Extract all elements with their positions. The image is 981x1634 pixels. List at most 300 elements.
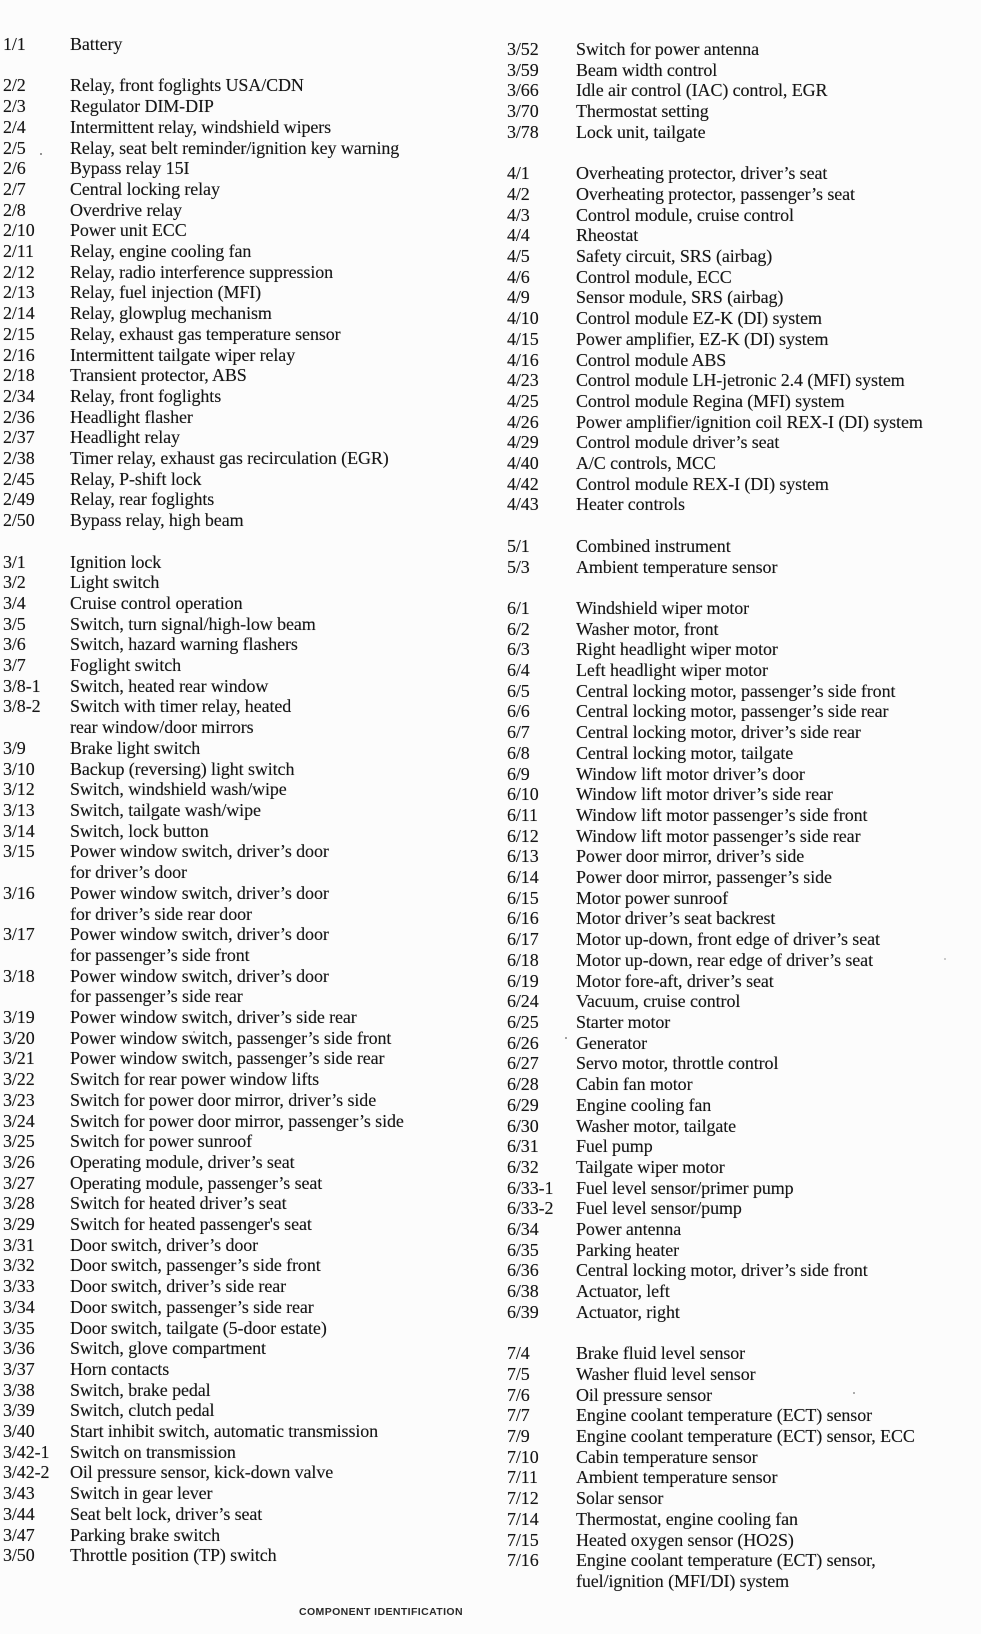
component-description — [576, 1405, 979, 1426]
component-code: 6/26 — [507, 1032, 539, 1053]
list-item — [3, 448, 503, 469]
component-code: 6/32 — [507, 1156, 539, 1177]
component-code: 3/32 — [3, 1255, 35, 1276]
component-code: 3/5 — [3, 613, 26, 634]
component-description — [576, 1385, 979, 1406]
list-item — [507, 1074, 979, 1095]
description-line: for passenger’s side rear — [70, 986, 243, 1007]
component-description — [576, 494, 979, 515]
component-description — [70, 1318, 503, 1339]
description-line: Central locking motor, passenger’s side rear — [576, 701, 889, 722]
description-line: Ignition lock — [70, 551, 162, 572]
list-item — [3, 841, 503, 882]
component-description — [70, 924, 503, 965]
component-description — [70, 1214, 503, 1235]
description-line: Switch, tailgate wash/wipe — [70, 799, 261, 820]
list-item — [3, 1442, 503, 1463]
component-group — [507, 39, 979, 143]
component-code: 6/16 — [507, 908, 539, 929]
component-code: 6/36 — [507, 1260, 539, 1281]
component-code: 6/38 — [507, 1281, 539, 1302]
description-line: Relay, exhaust gas temperature sensor — [70, 323, 341, 344]
list-item — [507, 950, 979, 971]
description-line: Washer fluid level sensor — [576, 1363, 756, 1384]
component-code: 7/6 — [507, 1384, 530, 1405]
component-code: 2/2 — [3, 75, 26, 96]
list-item — [507, 722, 979, 743]
description-line: for driver’s side rear door — [70, 903, 252, 924]
description-line: Light switch — [70, 572, 160, 593]
list-item — [507, 1116, 979, 1137]
component-description — [70, 676, 503, 697]
description-line: Control module Regina (MFI) system — [576, 390, 845, 411]
component-code: 7/10 — [507, 1446, 539, 1467]
component-description — [576, 826, 979, 847]
component-description — [576, 308, 979, 329]
list-item — [507, 888, 979, 909]
component-description — [70, 1028, 503, 1049]
component-code: 3/40 — [3, 1421, 35, 1442]
list-item — [507, 1053, 979, 1074]
description-line: Operating module, driver’s seat — [70, 1151, 295, 1172]
list-item — [507, 80, 979, 101]
component-code: 4/3 — [507, 204, 530, 225]
list-item — [3, 241, 503, 262]
list-item — [507, 1281, 979, 1302]
description-line: Power door mirror, passenger’s side — [576, 867, 832, 888]
component-description — [576, 1116, 979, 1137]
description-line: Relay, radio interference suppression — [70, 261, 334, 282]
list-item — [507, 412, 979, 433]
list-item — [507, 1240, 979, 1261]
component-code: 2/3 — [3, 96, 26, 117]
list-item — [507, 246, 979, 267]
description-line: Brake fluid level sensor — [576, 1343, 746, 1364]
component-code: 3/12 — [3, 779, 35, 800]
description-line: Lock unit, tailgate — [576, 121, 706, 142]
description-line: Motor up-down, rear edge of driver’s seat — [576, 949, 873, 970]
component-description — [70, 262, 503, 283]
list-item — [3, 96, 503, 117]
component-code: 3/38 — [3, 1379, 35, 1400]
description-line: Horn contacts — [70, 1358, 170, 1379]
component-description — [70, 1338, 503, 1359]
component-description — [70, 1131, 503, 1152]
list-item — [507, 639, 979, 660]
component-description — [70, 1442, 503, 1463]
description-line: Foglight switch — [70, 655, 182, 676]
list-item — [3, 696, 503, 737]
component-code: 6/10 — [507, 784, 539, 805]
description-line: Control module, ECC — [576, 266, 732, 287]
component-description — [70, 966, 503, 1007]
component-code: 6/11 — [507, 804, 538, 825]
component-description — [70, 1483, 503, 1504]
list-item — [3, 1193, 503, 1214]
list-item — [507, 370, 979, 391]
description-line: Central locking motor, driver’s side front — [576, 1260, 868, 1281]
description-line: Engine cooling fan — [576, 1094, 712, 1115]
component-description — [70, 779, 503, 800]
component-description — [576, 1198, 979, 1219]
component-description — [70, 1069, 503, 1090]
description-line: Brake light switch — [70, 737, 201, 758]
description-line: Control module driver’s seat — [576, 432, 780, 453]
description-line: Fuel level sensor/pump — [576, 1198, 742, 1219]
description-line: Motor fore-aft, driver’s seat — [576, 970, 774, 991]
component-code: 2/10 — [3, 220, 35, 241]
component-code: 7/11 — [507, 1467, 538, 1488]
list-item — [3, 1131, 503, 1152]
component-description — [70, 407, 503, 428]
description-line: Relay, P-shift lock — [70, 468, 202, 489]
list-item — [507, 908, 979, 929]
component-code: 3/9 — [3, 737, 26, 758]
component-description — [70, 655, 503, 676]
component-description — [576, 1178, 979, 1199]
component-description — [70, 282, 503, 303]
description-line: Battery — [70, 34, 123, 54]
component-code: 6/27 — [507, 1053, 539, 1074]
list-item — [507, 122, 979, 143]
component-description — [576, 1053, 979, 1074]
description-line: Power amplifier/ignition coil REX-I (DI) system — [576, 411, 923, 432]
component-description — [576, 867, 979, 888]
component-description — [70, 552, 503, 573]
list-item — [507, 1426, 979, 1447]
footer-label: COMPONENT IDENTIFICATION — [299, 1606, 463, 1618]
component-description — [576, 1550, 979, 1591]
description-line: Switch in gear lever — [70, 1483, 213, 1504]
list-item — [3, 1318, 503, 1339]
component-code: 7/14 — [507, 1508, 539, 1529]
description-line: Right headlight wiper motor — [576, 639, 778, 660]
scan-specks — [0, 0, 2, 2]
component-description — [70, 1297, 503, 1318]
list-item — [3, 614, 503, 635]
component-code: 4/15 — [507, 328, 539, 349]
component-code: 4/43 — [507, 494, 539, 515]
list-item — [507, 1467, 979, 1488]
list-item — [3, 1276, 503, 1297]
description-line: Parking heater — [576, 1239, 680, 1260]
list-item — [3, 386, 503, 407]
description-line: A/C controls, MCC — [576, 453, 716, 474]
description-line: Heated oxygen sensor (HO2S) — [576, 1529, 794, 1550]
description-line: Bypass relay, high beam — [70, 510, 244, 531]
list-item — [3, 324, 503, 345]
list-item — [3, 1255, 503, 1276]
description-line: Control module EZ-K (DI) system — [576, 308, 822, 329]
list-item — [3, 1235, 503, 1256]
description-line: Central locking relay — [70, 178, 220, 199]
description-line: Heater controls — [576, 494, 685, 515]
component-code: 2/38 — [3, 448, 35, 469]
component-code: 4/4 — [507, 225, 530, 246]
component-code: 3/43 — [3, 1483, 35, 1504]
component-code: 3/34 — [3, 1296, 35, 1317]
component-code: 2/36 — [3, 406, 35, 427]
component-code: 6/34 — [507, 1219, 539, 1240]
component-code: 2/50 — [3, 510, 35, 531]
component-code: 6/7 — [507, 722, 530, 743]
component-description — [576, 1488, 979, 1509]
component-description — [576, 1260, 979, 1281]
list-item — [507, 1260, 979, 1281]
list-item — [507, 660, 979, 681]
component-description — [576, 246, 979, 267]
description-line: Cruise control operation — [70, 592, 243, 613]
list-item — [507, 1219, 979, 1240]
component-code: 4/42 — [507, 473, 539, 494]
list-item — [3, 821, 503, 842]
component-description — [70, 1235, 503, 1256]
list-item — [507, 557, 979, 578]
component-code: 3/37 — [3, 1358, 35, 1379]
component-code: 5/1 — [507, 535, 530, 556]
component-code: 6/12 — [507, 825, 539, 846]
component-code: 3/25 — [3, 1131, 35, 1152]
description-line: Relay, rear foglights — [70, 489, 215, 510]
description-line: Vacuum, cruise control — [576, 991, 741, 1012]
description-line: Power window switch, driver’s side rear — [70, 1007, 357, 1028]
component-code: 2/18 — [3, 365, 35, 386]
component-code: 3/4 — [3, 592, 26, 613]
component-code: 6/29 — [507, 1094, 539, 1115]
component-code: 6/17 — [507, 929, 539, 950]
component-description — [70, 324, 503, 345]
list-item — [3, 1545, 503, 1566]
description-line: Power unit ECC — [70, 220, 187, 241]
component-description — [70, 220, 503, 241]
component-description — [576, 205, 979, 226]
list-item — [3, 138, 503, 159]
component-description — [576, 888, 979, 909]
list-item — [3, 1380, 503, 1401]
component-code: 7/7 — [507, 1405, 530, 1426]
description-line: Control module, cruise control — [576, 204, 794, 225]
list-item — [507, 453, 979, 474]
component-description — [576, 846, 979, 867]
component-description — [70, 1255, 503, 1276]
component-group — [507, 598, 979, 1323]
list-item — [507, 991, 979, 1012]
description-line: Left headlight wiper motor — [576, 660, 768, 681]
list-item — [3, 552, 503, 573]
description-line: Regulator DIM-DIP — [70, 96, 214, 117]
list-item — [3, 1462, 503, 1483]
component-description — [576, 557, 979, 578]
description-line: Switch for heated driver’s seat — [70, 1193, 287, 1214]
component-code: 7/12 — [507, 1488, 539, 1509]
description-line: Switch, glove compartment — [70, 1338, 266, 1359]
list-item — [507, 1447, 979, 1468]
component-description — [70, 800, 503, 821]
component-description — [576, 660, 979, 681]
component-description — [70, 1380, 503, 1401]
list-item — [507, 60, 979, 81]
component-description — [576, 453, 979, 474]
description-line: Switch, clutch pedal — [70, 1400, 215, 1421]
description-line: Oil pressure sensor — [576, 1384, 713, 1405]
component-code: 2/15 — [3, 323, 35, 344]
component-description — [70, 1400, 503, 1421]
list-item — [3, 759, 503, 780]
component-code: 2/4 — [3, 116, 26, 137]
description-line: Parking brake switch — [70, 1524, 220, 1545]
component-code: 2/16 — [3, 344, 35, 365]
component-code: 3/16 — [3, 882, 35, 903]
list-item — [507, 1136, 979, 1157]
component-description — [70, 241, 503, 262]
description-line: Switch, turn signal/high-low beam — [70, 613, 316, 634]
component-group — [3, 552, 503, 1566]
component-code: 3/66 — [507, 80, 539, 101]
component-description — [70, 1173, 503, 1194]
description-line: Switch, hazard warning flashers — [70, 634, 298, 655]
component-description — [70, 75, 503, 96]
description-line: Window lift motor passenger’s side rear — [576, 825, 861, 846]
description-line: Relay, front foglights USA/CDN — [70, 75, 304, 96]
list-item — [3, 1048, 503, 1069]
description-line: Ambient temperature sensor — [576, 1467, 778, 1488]
component-code: 6/5 — [507, 680, 530, 701]
description-line: Switch, windshield wash/wipe — [70, 779, 287, 800]
description-line: Cabin temperature sensor — [576, 1446, 758, 1467]
component-description — [576, 287, 979, 308]
list-item — [507, 1550, 979, 1591]
component-code: 3/13 — [3, 799, 35, 820]
component-code: 3/10 — [3, 758, 35, 779]
component-description — [576, 701, 979, 722]
component-code: 4/6 — [507, 266, 530, 287]
description-line: Solar sensor — [576, 1488, 664, 1509]
component-code: 3/42-2 — [3, 1462, 50, 1483]
component-description — [70, 883, 503, 924]
component-description — [576, 619, 979, 640]
list-item — [507, 1157, 979, 1178]
component-code: 4/29 — [507, 432, 539, 453]
component-description — [576, 1343, 979, 1364]
component-description — [70, 1504, 503, 1525]
left-column — [3, 34, 503, 1566]
component-description — [576, 60, 979, 81]
description-line: Switch, brake pedal — [70, 1379, 211, 1400]
description-line: Control module REX-I (DI) system — [576, 473, 829, 494]
component-code: 3/23 — [3, 1089, 35, 1110]
list-item — [3, 676, 503, 697]
description-line: Fuel level sensor/primer pump — [576, 1177, 794, 1198]
component-code: 3/47 — [3, 1524, 35, 1545]
description-line: Relay, seat belt reminder/ignition key warning — [70, 137, 400, 158]
component-code: 7/16 — [507, 1550, 539, 1571]
component-description — [576, 1157, 979, 1178]
component-code: 2/37 — [3, 427, 35, 448]
description-line: Switch for power door mirror, driver’s side — [70, 1089, 377, 1110]
list-item — [3, 510, 503, 531]
list-item — [3, 407, 503, 428]
list-item — [3, 365, 503, 386]
component-description — [576, 432, 979, 453]
description-line: Headlight flasher — [70, 406, 193, 427]
component-code: 4/9 — [507, 287, 530, 308]
list-item — [507, 929, 979, 950]
component-description — [70, 117, 503, 138]
component-code: 4/40 — [507, 453, 539, 474]
component-description — [576, 722, 979, 743]
component-code: 4/2 — [507, 183, 530, 204]
component-code: 3/1 — [3, 551, 26, 572]
component-code: 7/4 — [507, 1343, 530, 1364]
description-line: Seat belt lock, driver’s seat — [70, 1503, 263, 1524]
component-description — [576, 184, 979, 205]
list-item — [3, 1504, 503, 1525]
list-item — [3, 883, 503, 924]
component-code: 3/33 — [3, 1276, 35, 1297]
component-code: 6/28 — [507, 1074, 539, 1095]
list-item — [507, 619, 979, 640]
list-item — [3, 1214, 503, 1235]
description-line: Operating module, passenger’s seat — [70, 1172, 323, 1193]
component-code: 6/6 — [507, 701, 530, 722]
list-item — [507, 205, 979, 226]
list-item — [507, 743, 979, 764]
component-description — [70, 1421, 503, 1442]
component-description — [576, 950, 979, 971]
list-item — [507, 1488, 979, 1509]
description-line: Intermittent tailgate wiper relay — [70, 344, 296, 365]
list-item — [507, 1509, 979, 1530]
component-description — [70, 489, 503, 510]
list-item — [3, 117, 503, 138]
component-description — [70, 34, 503, 55]
description-line: Power window switch, driver’s door — [70, 965, 329, 986]
list-item — [507, 1302, 979, 1323]
list-item — [3, 34, 503, 55]
description-line: Engine coolant temperature (ECT) sensor, ECC — [576, 1426, 915, 1447]
component-description — [576, 267, 979, 288]
list-item — [507, 308, 979, 329]
component-code: 2/6 — [3, 158, 26, 179]
description-line: Timer relay, exhaust gas recirculation (EGR) — [70, 448, 389, 469]
component-description — [576, 1033, 979, 1054]
component-description — [576, 1281, 979, 1302]
component-group — [507, 1343, 979, 1591]
component-description — [576, 1074, 979, 1095]
component-code: 3/14 — [3, 820, 35, 841]
list-item — [3, 1400, 503, 1421]
description-line: fuel/ignition (MFI/DI) system — [576, 1570, 790, 1591]
component-code: 6/33-1 — [507, 1177, 554, 1198]
description-line: Switch, heated rear window — [70, 675, 269, 696]
list-item — [3, 924, 503, 965]
component-code: 3/27 — [3, 1172, 35, 1193]
description-line: Central locking motor, passenger’s side front — [576, 680, 896, 701]
component-description — [576, 991, 979, 1012]
component-description — [576, 743, 979, 764]
list-item — [3, 303, 503, 324]
component-description — [70, 614, 503, 635]
component-description — [576, 536, 979, 557]
list-item — [507, 1343, 979, 1364]
description-line: Combined instrument — [576, 535, 731, 556]
component-description — [576, 598, 979, 619]
list-item — [3, 1359, 503, 1380]
description-line: Window lift motor passenger’s side front — [576, 804, 868, 825]
component-code: 3/8-1 — [3, 675, 41, 696]
component-code: 4/10 — [507, 308, 539, 329]
component-description — [70, 510, 503, 531]
